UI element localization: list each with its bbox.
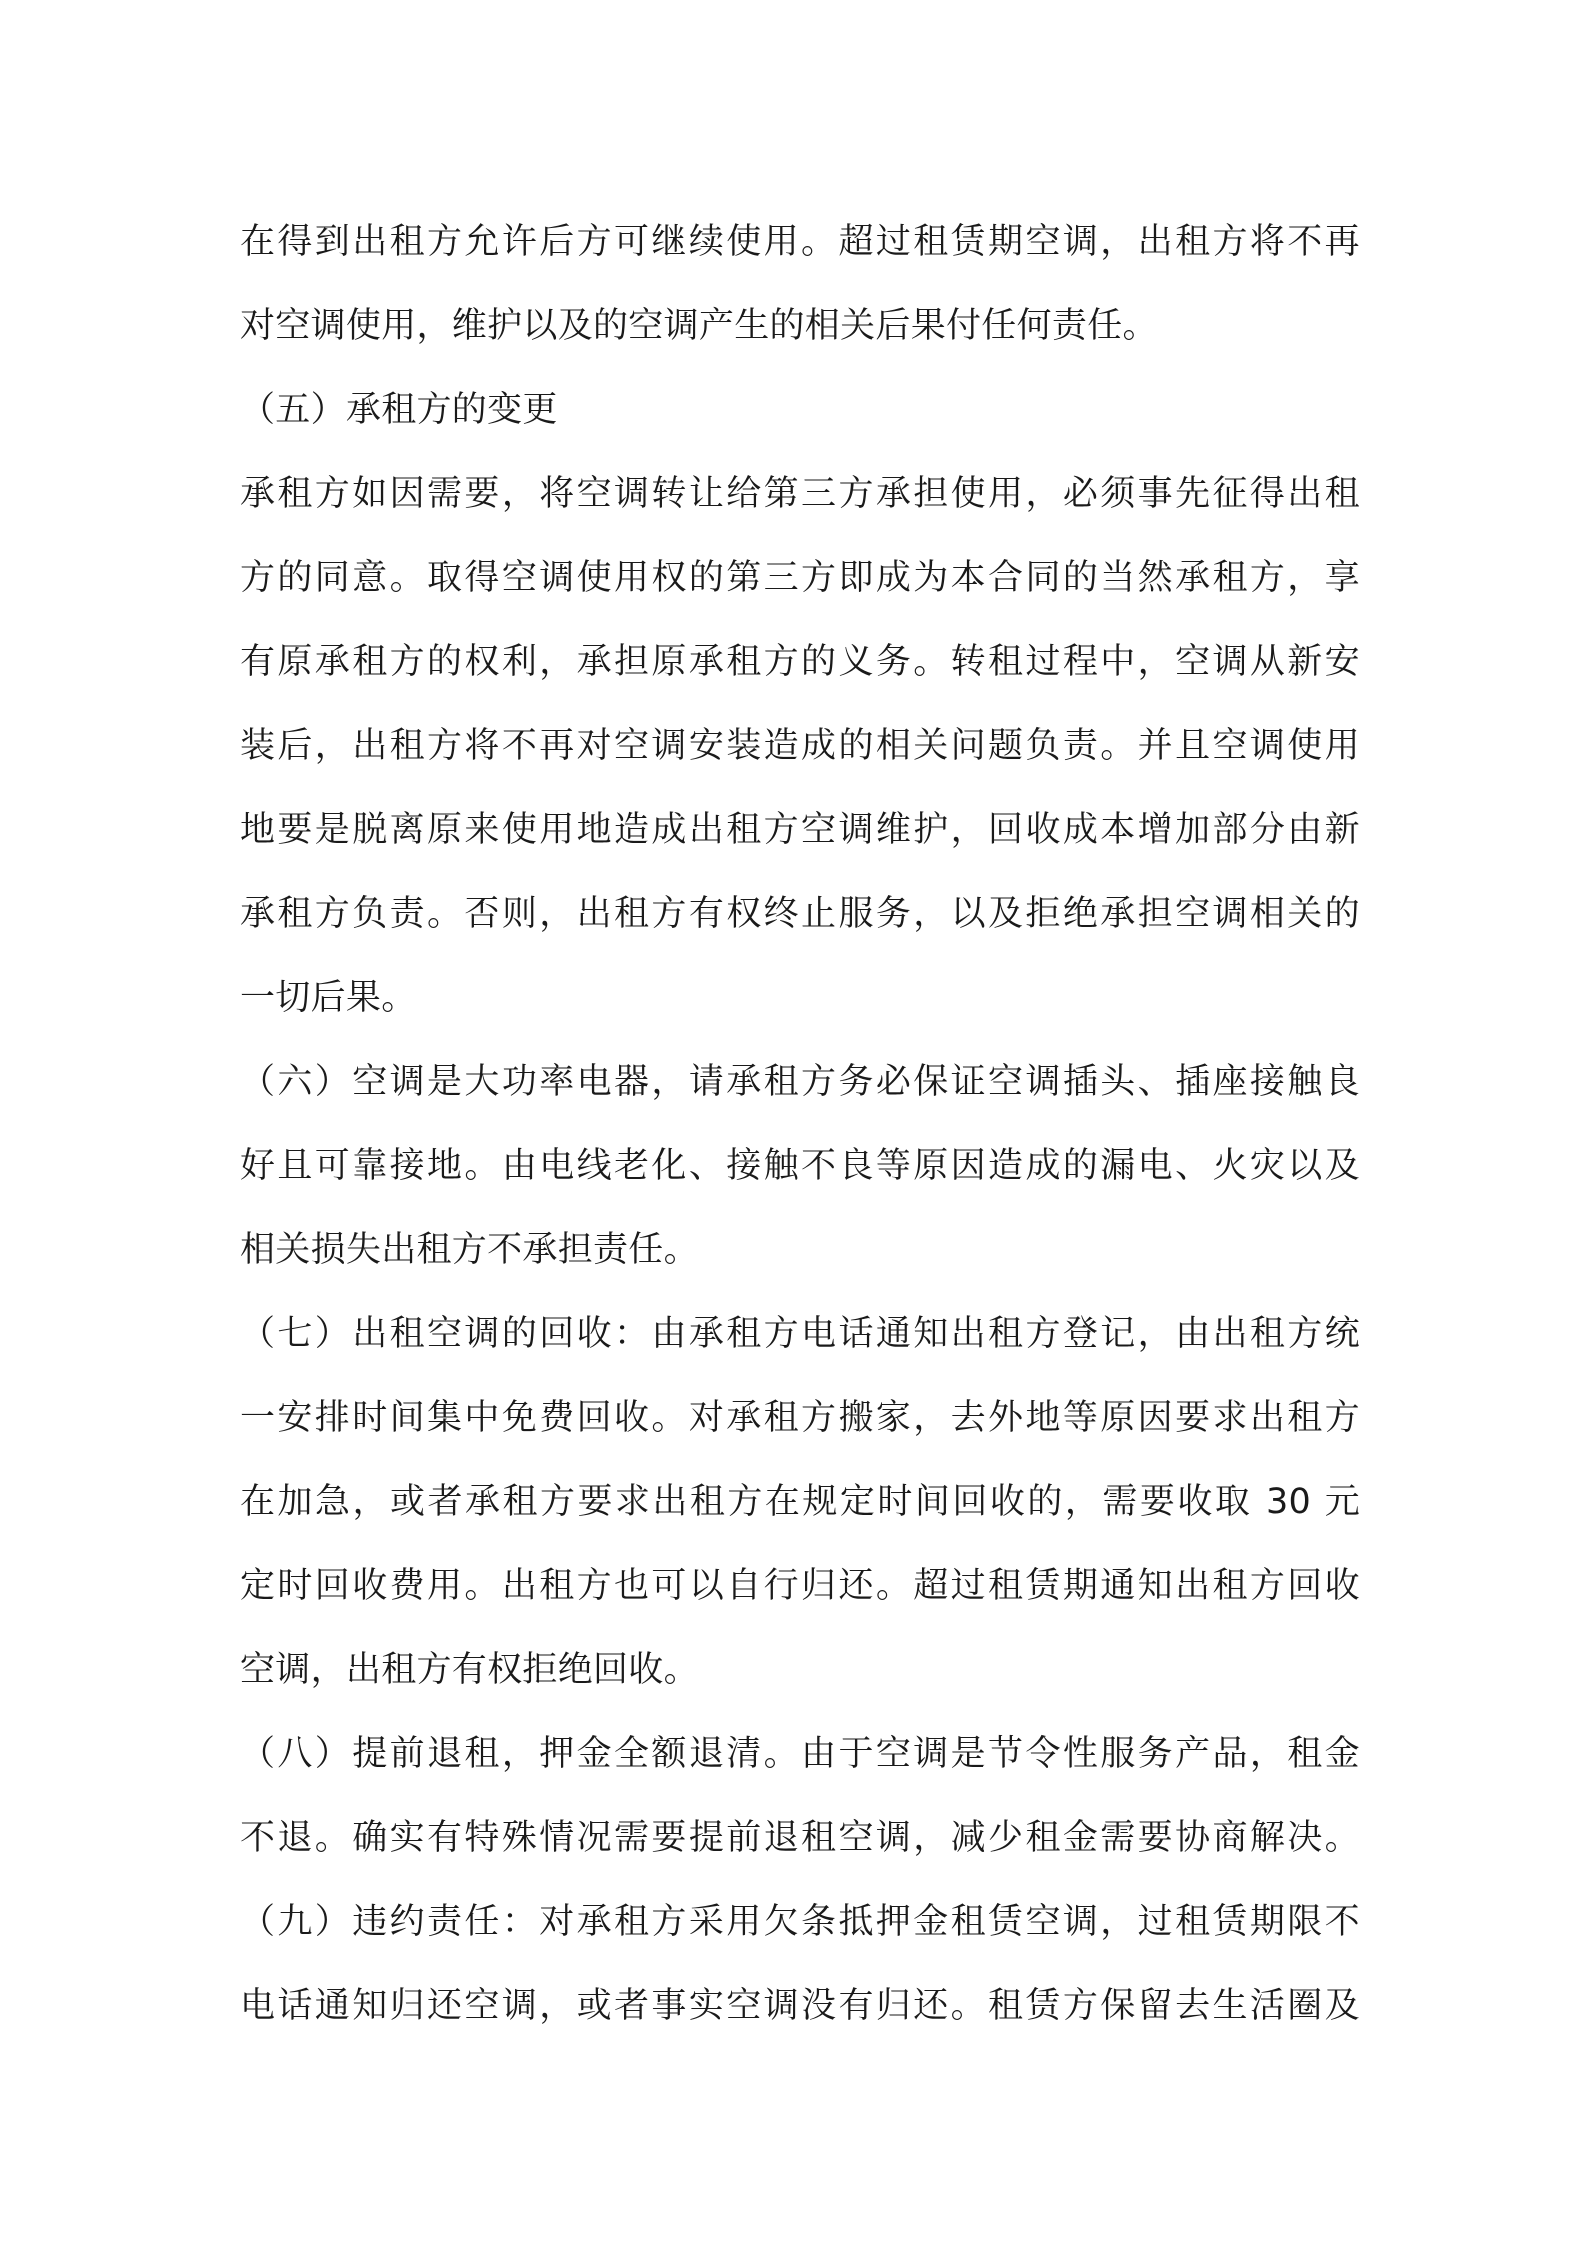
section-heading-5: （五）承租方的变更 [240,390,558,430]
text-line: 方的同意。取得空调使用权的第三方即成为本合同的当然承租方，享 [240,558,1360,598]
text-line: 一切后果。 [240,978,417,1018]
text-line: 一安排时间集中免费回收。对承租方搬家，去外地等原因要求出租方 [240,1398,1360,1438]
text-line: 地要是脱离原来使用地造成出租方空调维护，回收成本增加部分由新 [240,810,1360,850]
text-line: 电话通知归还空调，或者事实空调没有归还。租赁方保留去生活圈及 [240,1986,1360,2026]
document-body [240,200,1360,2048]
section-7-line: （七）出租空调的回收：由承租方电话通知出租方登记，由出租方统 [240,1314,1360,1354]
text-line: 在得到出租方允许后方可继续使用。超过租赁期空调，出租方将不再 [240,222,1360,262]
text-line: 承租方负责。否则，出租方有权终止服务，以及拒绝承担空调相关的 [240,894,1360,934]
text-line: 好且可靠接地。由电线老化、接触不良等原因造成的漏电、火灾以及 [240,1146,1360,1186]
section-6-line: （六）空调是大功率电器，请承租方务必保证空调插头、插座接触良 [240,1062,1360,1102]
text-line: 空调，出租方有权拒绝回收。 [240,1650,699,1690]
text-line: 装后，出租方将不再对空调安装造成的相关问题负责。并且空调使用 [240,726,1360,766]
text-line: 不退。确实有特殊情况需要提前退租空调，减少租金需要协商解决。 [240,1818,1360,1858]
text-line: 有原承租方的权利，承担原承租方的义务。转租过程中，空调从新安 [240,642,1360,682]
section-8-line: （八）提前退租，押金全额退清。由于空调是节令性服务产品，租金 [240,1734,1360,1774]
text-line: 承租方如因需要，将空调转让给第三方承担使用，必须事先征得出租 [240,474,1360,514]
text-line: 对空调使用，维护以及的空调产生的相关后果付任何责任。 [240,306,1158,346]
text-line: 定时回收费用。出租方也可以自行归还。超过租赁期通知出租方回收 [240,1566,1360,1606]
text-line: 在加急，或者承租方要求出租方在规定时间回收的，需要收取 30 元 [240,1482,1360,1522]
text-line: 相关损失出租方不承担责任。 [240,1230,699,1270]
section-9-line: （九）违约责任：对承租方采用欠条抵押金租赁空调，过租赁期限不 [240,1902,1360,1942]
